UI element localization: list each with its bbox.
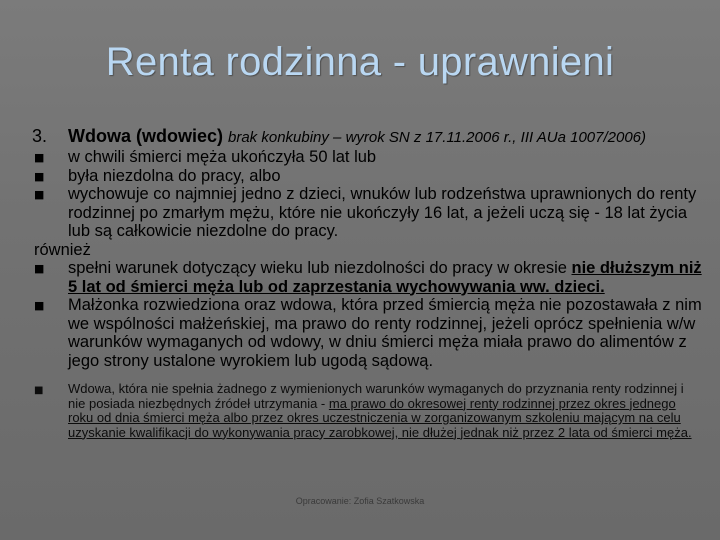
slide-body — [32, 126, 702, 440]
list-item — [32, 296, 702, 370]
footer-credit: Opracowanie: Zofia Szatkowska — [295, 496, 425, 506]
section-heading-note: brak konkubiny – wyrok SN z 17.11.2006 r., III AUa 1007/2006) — [228, 129, 647, 146]
list-item-emphasis: ma prawo do okresowej renty rodzinnej przez okres jednego roku od dnia śmierci męża albo przez okres uczestniczenia w zorganizowanym szkoleniu mającym na celu uzyskanie kwalifikacji do wykonywania pracy zarobkowej, nie dłużej jednak niż przez 2 lata od śmierci męża. — [68, 395, 692, 440]
list-item-text: wychowuje co najmniej jedno z dzieci, wnuków lub rodzeństwa uprawnionych do renty rodzinnej po zmarłym mężu, które nie ukończyły 16 lat, a jeżeli uczą się - 18 lat życia lub są całkowicie niezdolne do pracy. — [68, 185, 697, 240]
section-heading-main: Wdowa (wdowiec) — [68, 126, 228, 146]
list-item-text: spełni warunek dotyczący wieku lub niezdolności do pracy w okresie — [68, 259, 572, 277]
section-heading — [32, 126, 702, 148]
list-item-text: w chwili śmierci męża ukończyła 50 lat lub — [68, 148, 377, 166]
slide-title: Renta rodzinna - uprawnieni — [105, 40, 615, 84]
square-bullet-icon: ■ — [34, 262, 45, 275]
also-label: również — [34, 240, 91, 259]
square-bullet-icon: ■ — [34, 151, 45, 164]
square-bullet-icon: ■ — [34, 169, 45, 183]
section-number: 3. — [32, 126, 48, 146]
list-item — [32, 185, 702, 241]
square-bullet-icon: ■ — [34, 299, 45, 312]
square-bullet-icon: ■ — [34, 188, 45, 201]
list-item-text: była niezdolna do pracy, albo — [68, 166, 281, 185]
list-item — [32, 167, 702, 186]
list-item-text: Małżonka rozwiedziona oraz wdowa, która przed śmiercią męża nie pozostawała z nim we wspólności małżeńskiej, ma prawo do renty rodzinnej, jeżeli oprócz spełnienia w/w warunków wymaganych od wdowy, w dniu śmierci męża miała prawo do alimentów z jego strony ustalone wyrokiem lub ugodą sądową. — [68, 296, 702, 370]
list-item — [32, 148, 702, 167]
list-item-small — [32, 382, 702, 440]
list-item — [32, 259, 702, 296]
list-item-emphasis: nie dłuższym niż 5 lat od śmierci męża lub od zaprzestania wychowywania ww. dzieci. — [68, 259, 702, 296]
list-item-text: Wdowa, która nie spełnia żadnego z wymienionych warunków wymaganych do przyznania renty rodzinnej i nie posiada niezbędnych źródeł utrzymania - — [68, 381, 684, 411]
square-bullet-icon: ■ — [34, 385, 44, 396]
